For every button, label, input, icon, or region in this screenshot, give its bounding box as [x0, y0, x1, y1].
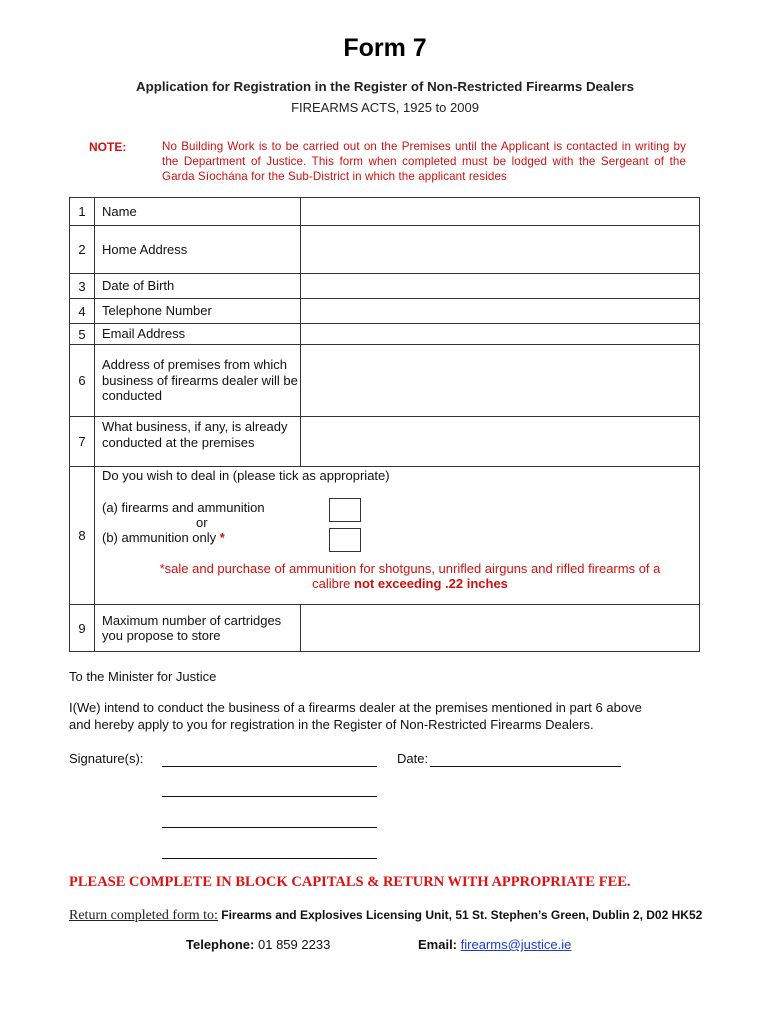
- option-b-row: [102, 530, 225, 545]
- table-row: [70, 345, 700, 417]
- row-number: 9: [70, 605, 95, 652]
- date-line[interactable]: [430, 765, 621, 767]
- table-row: [70, 198, 700, 226]
- option-b-checkbox[interactable]: [329, 528, 361, 552]
- premises-address-field[interactable]: [301, 345, 700, 417]
- field-label-premises-address: Address of premises from which business of firearms dealer will be conducted: [95, 345, 301, 417]
- field-label-email: Email Address: [95, 324, 301, 345]
- registration-table: [69, 197, 700, 652]
- telephone-field[interactable]: [301, 299, 700, 324]
- asterisk-mark: *: [219, 530, 225, 545]
- addressee: To the Minister for Justice: [69, 669, 217, 684]
- field-label-existing-business: What business, if any, is already conducted at the premises: [95, 417, 301, 467]
- email-field[interactable]: [301, 324, 700, 345]
- table-row: [70, 299, 700, 324]
- signature-line-3[interactable]: [162, 826, 377, 828]
- row-number: 7: [70, 417, 95, 467]
- max-cartridges-field[interactable]: [301, 605, 700, 652]
- field-label-home-address: Home Address: [95, 226, 301, 274]
- telephone-line: [186, 937, 330, 952]
- field-label-max-cartridges: Maximum number of cartridges you propose to store: [95, 605, 301, 652]
- row-number: 2: [70, 226, 95, 274]
- email-label: Email:: [418, 937, 458, 952]
- deal-in-prompt: Do you wish to deal in (please tick as appropriate): [102, 468, 390, 483]
- row-number: 5: [70, 324, 95, 345]
- block-capitals-notice: PLEASE COMPLETE IN BLOCK CAPITALS & RETURN WITH APPROPRIATE FEE.: [69, 874, 631, 890]
- table-row: [70, 324, 700, 345]
- table-row: [70, 417, 700, 467]
- footnote-calibre: calibre: [312, 576, 351, 591]
- table-row: [70, 605, 700, 652]
- signature-label: Signature(s):: [69, 751, 144, 766]
- declaration-line-1: I(We) intend to conduct the business of a firearms dealer at the premises mentioned in part 6 above: [69, 700, 642, 715]
- email-line: [418, 937, 571, 952]
- footnote-limit: not exceeding .22 inches: [354, 576, 508, 591]
- field-label-date-of-birth: Date of Birth: [95, 274, 301, 299]
- deal-in-question: [95, 467, 700, 605]
- date-of-birth-field[interactable]: [301, 274, 700, 299]
- date-label: Date:: [397, 751, 429, 766]
- telephone-number: 01 859 2233: [258, 937, 331, 952]
- footnote-line-1: *sale and purchase of ammunition for shotguns, unrifled airguns and rifled firearms of a: [159, 561, 661, 576]
- email-link[interactable]: firearms@justice.ie: [460, 937, 572, 952]
- row-number: 1: [70, 198, 95, 226]
- signature-line-1[interactable]: [162, 765, 377, 767]
- option-a-checkbox[interactable]: [329, 498, 361, 522]
- declaration-line-2: and hereby apply to you for registration in the Register of Non-Restricted Firearms Dealers.: [69, 717, 594, 732]
- field-label-name: Name: [95, 198, 301, 226]
- telephone-label: Telephone:: [186, 937, 255, 952]
- footnote-line-2: [95, 576, 725, 591]
- row-number: 4: [70, 299, 95, 324]
- signature-line-4[interactable]: [162, 857, 377, 859]
- table-row: [70, 226, 700, 274]
- row-number: 8: [70, 467, 95, 605]
- option-b-label: (b) ammunition only: [102, 530, 217, 545]
- signature-line-2[interactable]: [162, 795, 377, 797]
- acts-reference: FIREARMS ACTS, 1925 to 2009: [291, 100, 479, 115]
- row-number: 6: [70, 345, 95, 417]
- return-address-text: Firearms and Explosives Licensing Unit, 51 St. Stephen’s Green, Dublin 2, D02 HK52: [221, 908, 703, 922]
- or-label: or: [196, 515, 208, 530]
- existing-business-field[interactable]: [301, 417, 700, 467]
- option-a-label: (a) firearms and ammunition: [102, 500, 265, 515]
- name-field[interactable]: [301, 198, 700, 226]
- return-label: Return completed form to:: [69, 908, 218, 923]
- form-title: Form 7: [343, 34, 427, 62]
- field-label-telephone: Telephone Number: [95, 299, 301, 324]
- note-label: NOTE:: [89, 140, 127, 154]
- table-row: [70, 467, 700, 605]
- return-address: [69, 908, 709, 923]
- form-subtitle: Application for Registration in the Register of Non-Restricted Firearms Dealers: [136, 79, 634, 94]
- note-text: No Building Work is to be carried out on the Premises until the Applicant is contacted in writing by the Department of Justice. This form when completed must be lodged with the Sergeant of the Garda Síochána for the Sub-District in which the applicant resides: [162, 140, 686, 183]
- row-number: 3: [70, 274, 95, 299]
- home-address-field[interactable]: [301, 226, 700, 274]
- table-row: [70, 274, 700, 299]
